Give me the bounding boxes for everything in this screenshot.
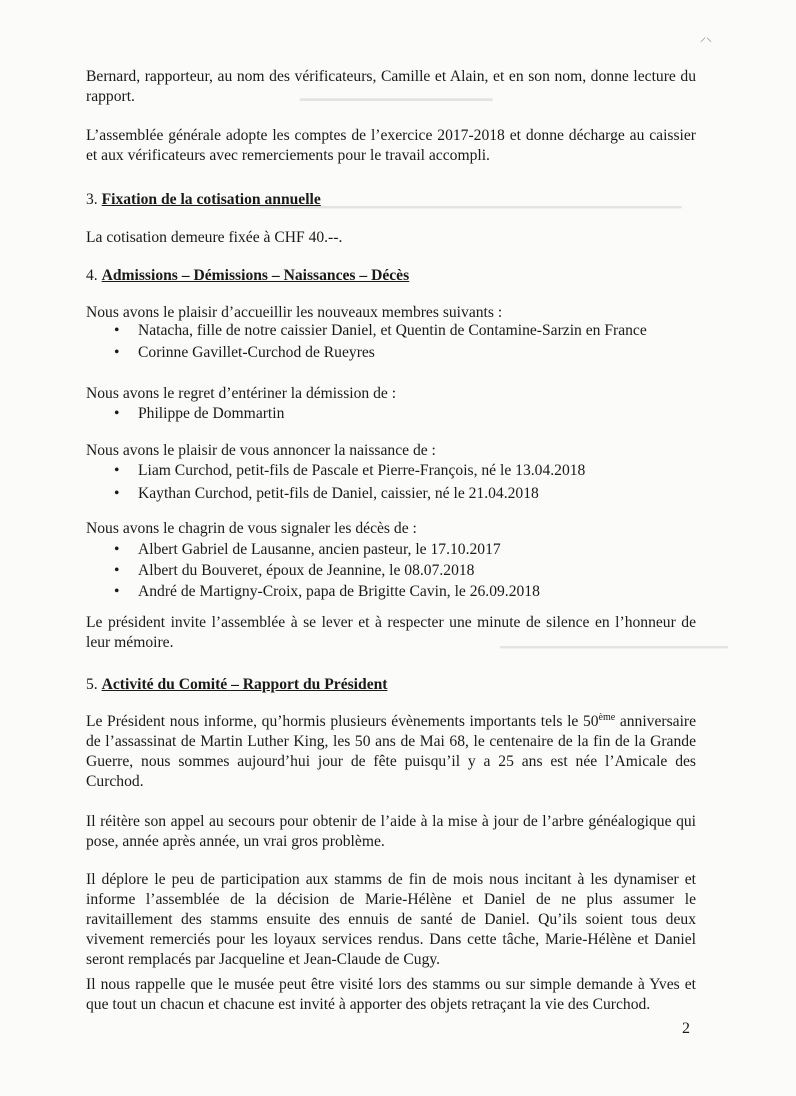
- list-item: • Liam Curchod, petit-fils de Pascale et Pierre-François, né le 13.04.2018: [112, 461, 585, 481]
- paragraph-cotisation: La cotisation demeure fixée à CHF 40.--.: [86, 229, 343, 246]
- text-run: Le Président nous informe, qu’hormis plusieurs évènements importants tels le 50: [86, 713, 599, 730]
- page-number: 2: [682, 1020, 690, 1037]
- superscript: ème: [598, 711, 616, 723]
- paragraph-comptes: L’assemblée générale adopte les comptes de l’exercice 2017-2018 et donne décharge au caissier et aux vérificateurs avec remerciements pour le travail accompli.: [86, 127, 696, 164]
- paragraph-stamms: Il déplore le peu de participation aux stamms de fin de mois nous incitant à les dynamiser et informe l’assemblée de la décision de Marie-Hélène et Daniel de ne plus assumer le ravitaillement des stamms ensuite des ennuis de santé de Daniel. Qu’ils soient tous deux vivement remerciés pour les loyaux services rendus. Dans cette tâche, Marie-Hélène et Daniel seront remplacés par Jacqueline et Jean-Claude de Cugy.: [86, 871, 696, 968]
- naissances-intro: Nous avons le plaisir de vous annoncer la naissance de :: [86, 442, 436, 459]
- paragraph-minute-silence: Le président invite l’assemblée à se lever et à respecter une minute de silence en l’honneur de leur mémoire.: [86, 614, 696, 651]
- list-item: • Albert Gabriel de Lausanne, ancien pasteur, le 17.10.2017: [112, 540, 540, 560]
- section-3-heading: [86, 190, 696, 210]
- paragraph-musee: Il nous rappelle que le musée peut être visité lors des stamms ou sur simple demande à Yves et que tout un chacun et chacune est invité à apporter des objets retraçant la vie des Curchod.: [86, 976, 696, 1013]
- section-number: 5.: [86, 676, 98, 693]
- show-through-ghost: ━━━━━━━━━━━━━━━━━━━━: [300, 92, 493, 109]
- show-through-ghost: ━━━━━━━━━━━━━━━━━━━━━━━━━━━━━━━━━━━━━━━━━━━━━━━━━━: [260, 201, 682, 216]
- section-4-heading: [86, 266, 696, 286]
- deces-list: [112, 540, 540, 602]
- paragraph-evenements: [86, 712, 696, 792]
- list-item: • Natacha, fille de notre caissier Daniel, et Quentin de Contamine-Sarzin en France: [112, 321, 647, 341]
- text-run: anniversaire de l’assassinat de Martin Luther King, les 50 ans de Mai 68, le centenaire de la fin de la Grande Guerre, nous sommes aujourd’hui jour de fête puisqu’il y a 25 ans est née l’Amicale des Curchod.: [86, 713, 697, 790]
- section-number: 4.: [86, 267, 98, 284]
- demissions-list: [112, 404, 284, 424]
- deces-intro: Nous avons le chagrin de vous signaler les décès de :: [86, 520, 417, 537]
- section-number: 3.: [86, 191, 98, 208]
- admissions-list: [112, 321, 647, 363]
- list-item: • Corinne Gavillet-Curchod de Rueyres: [112, 343, 647, 363]
- paragraph-arbre-genealogique: Il réitère son appel au secours pour obtenir de l’aide à la mise à jour de l’arbre généalogique qui pose, année après année, un vrai gros problème.: [86, 813, 696, 850]
- section-title: Fixation de la cotisation annuelle: [101, 191, 321, 208]
- show-through-ghost: ━━━━━━━━━━━━━━━━━━━━━━━━━━━: [500, 641, 728, 656]
- section-title: Activité du Comité – Rapport du Président: [101, 676, 388, 693]
- naissances-list: [112, 461, 585, 504]
- section-5-heading: [86, 675, 696, 695]
- list-item: • Albert du Bouveret, époux de Jeannine, le 08.07.2018: [112, 561, 540, 581]
- admissions-intro: Nous avons le plaisir d’accueillir les nouveaux membres suivants :: [86, 304, 503, 321]
- list-item: • Philippe de Dommartin: [112, 404, 284, 424]
- section-title: Admissions – Démissions – Naissances – Décès: [101, 267, 410, 284]
- demissions-intro: Nous avons le regret d’entériner la démission de :: [86, 385, 397, 402]
- scan-corner-mark: ⸝⸜: [700, 30, 713, 44]
- list-item: • Kaythan Curchod, petit-fils de Daniel, caissier, né le 21.04.2018: [112, 484, 585, 504]
- paragraph-rapport: Bernard, rapporteur, au nom des vérificateurs, Camille et Alain, et en son nom, donne lecture du rapport.: [86, 68, 696, 105]
- list-item: • André de Martigny-Croix, papa de Brigitte Cavin, le 26.09.2018: [112, 582, 540, 602]
